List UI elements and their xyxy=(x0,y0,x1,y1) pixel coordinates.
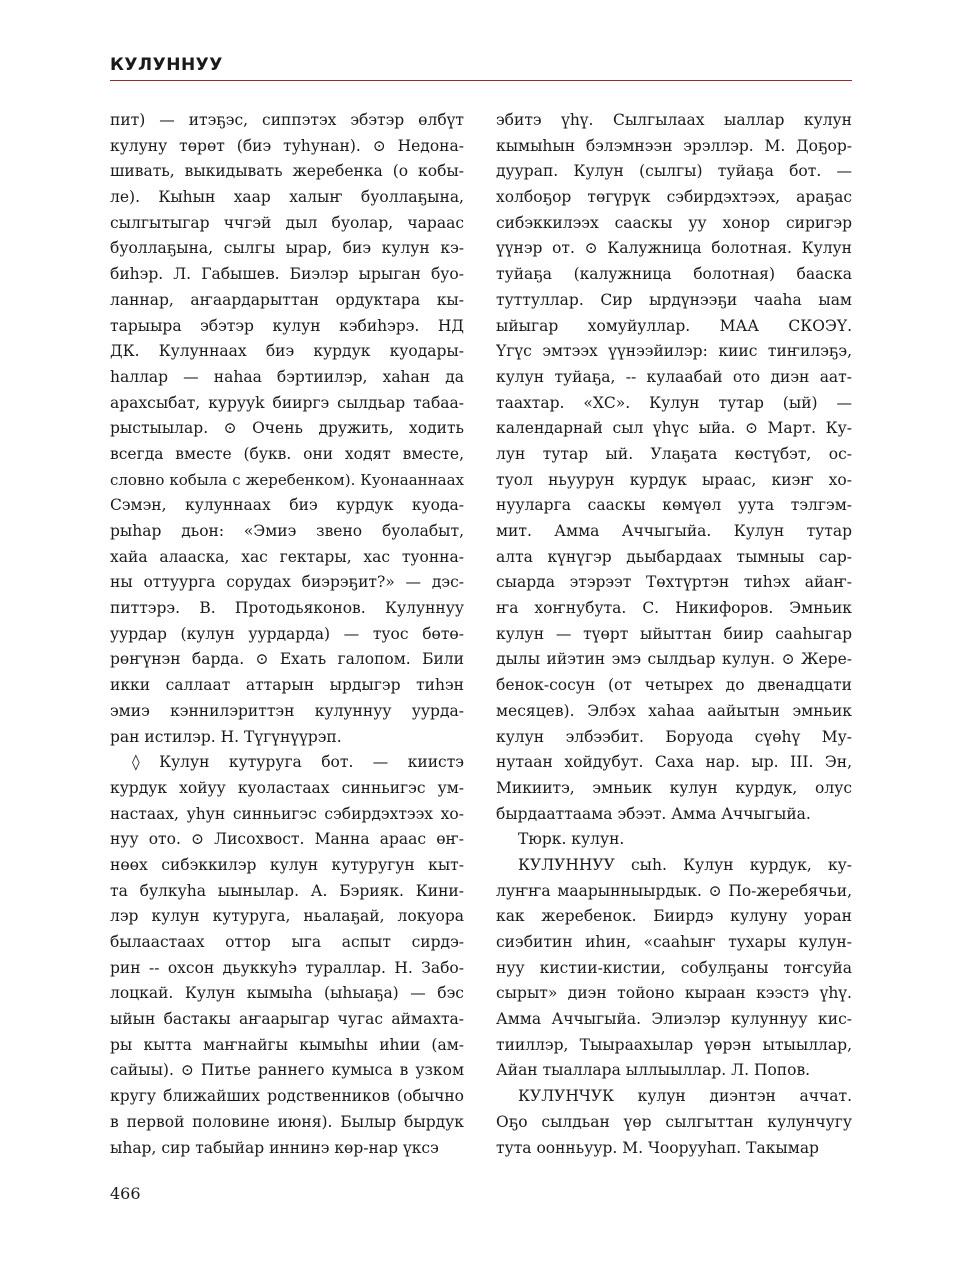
text-line: ры кытта маҥнайгы кымыһы иһии (ам- xyxy=(110,1035,464,1054)
text-line: ны оттуурга сорудах биэрэҕит?» — дэс- xyxy=(110,573,464,592)
text-line: туол ньуурун курдук ыраас, киэҥ хо- xyxy=(496,470,852,489)
text-line: ран истилэр. Н. Түгүнүүрэп. xyxy=(110,727,342,746)
text-line: сылгытыгар ччгэй дыл буолар, чараас xyxy=(110,213,464,232)
text-line: ыһар, сир табыйар иннинэ көр-нар үксэ xyxy=(110,1138,439,1157)
text-line: нутаан хойдубут. Саха нар. ыр. III. Эн, xyxy=(496,753,852,772)
text-line: кулун — түөрт ыйыттан биир сааһыгар xyxy=(496,624,852,643)
text-line: эбитэ үһү. Сылгылаах ыаллар кулун xyxy=(496,111,852,129)
text-line: КУЛУННУУ сыһ. Кулун курдук, ку- xyxy=(518,855,852,874)
text-line: рыһар дьон: «Эмиэ звено буолабыт, xyxy=(110,522,464,540)
text-line: уурдар (кулун уурдарда) — туос бөтө- xyxy=(110,624,464,643)
text-line: холбоҕор төгүрүк сэбирдэхтээх, араҕас xyxy=(496,188,852,207)
text-line: Сэмэн, кулуннаах биэ курдук куода- xyxy=(110,496,464,515)
text-line: былаастаах оттор ыга аспыт сирдэ- xyxy=(110,933,464,951)
text-line: ◊ Кулун кутуруга бот. — киистэ xyxy=(132,753,464,772)
text-line: Тюрк. кулун. xyxy=(518,830,625,849)
text-line: сырыт» диэн тойоно кыраан кээстэ үһү. xyxy=(496,984,852,1003)
running-header xyxy=(110,52,852,81)
text-line: бенок-сосун (от четырех до двенадцати xyxy=(496,676,852,695)
text-line: рыстыылар. ⊙ Очень дружить, ходить xyxy=(110,419,464,438)
text-line: үүнэр от. ⊙ Калужница болотная. Кулун xyxy=(496,239,852,258)
text-line: буоллаҕына, сылгы ырар, биэ кулун кэ- xyxy=(110,239,464,258)
text-line: пит) — итэҕэс, сиппэтэх эбэтэр өлбүт xyxy=(110,111,464,129)
running-header-title: КУЛУННУУ xyxy=(110,55,223,75)
text-line: ДК. Кулуннаах биэ курдук куодары- xyxy=(110,342,464,361)
text-line: арахсыбат, курууk бииргэ сылдьар табаа- xyxy=(110,393,464,412)
text-line: сибэккилээх сааскы уу хонор сиригэр xyxy=(496,213,852,232)
text-line: Үгүс эмтээх үүнээйилэр: киис тиҥилэҕэ, xyxy=(496,342,852,361)
text-line: хайа алааска, хас гектары, хас туонна- xyxy=(110,547,464,566)
text-line: нуу кистии-кистии, собулҕаны тоҥсуйа xyxy=(496,958,852,977)
text-line: календарнай сыл үһүс ыйа. ⊙ Март. Ку- xyxy=(496,419,852,438)
text-line: нөөх сибэккилэр кулун кутуругун кыт- xyxy=(110,855,464,874)
text-line: сыарда этэрээт Төхтүртэн тиһэх айаҥ- xyxy=(496,573,852,592)
text-line: эмиэ кэннилэриттэн кулуннуу уурда- xyxy=(110,701,464,720)
text-line: ланнар, аҥаардарыттан ордуктара кы- xyxy=(110,290,464,309)
text-line: бырдааттаама эбээт. Амма Аччыгыйа. xyxy=(496,804,811,823)
text-line: кругу ближайших родственников (обычно xyxy=(110,1087,464,1106)
text-line: дылы ийэтин эмэ сылдьар кулун. ⊙ Жере- xyxy=(496,650,852,669)
text-line: тарыыра эбэтэр кулун кэбиһэрэ. НД xyxy=(110,316,464,335)
right-column xyxy=(496,108,852,1198)
text-line: сайыы). ⊙ Питье раннего кумыса в узком xyxy=(110,1061,464,1080)
text-line: тииллэр, Тыыраахылар үөрэн ытыыллар, xyxy=(496,1035,852,1054)
text-line: дуурап. Кулун (сылгы) туйаҕа бот. — xyxy=(496,162,852,181)
text-line: в первой половине июня). Былыр бырдук xyxy=(110,1112,464,1131)
text-line: курдук хойуу куоластаах синньигэс ум- xyxy=(110,778,464,797)
text-line: Оҕо сылдьан үөр сылгыттан кулунчугу xyxy=(496,1112,852,1131)
text-line: питтэрэ. В. Протодьяконов. Кулуннуу xyxy=(110,599,464,618)
text-line: тута оонньуур. М. Чоорууһап. Такымар xyxy=(496,1138,819,1157)
text-line: лэр кулун кутуруга, ньалаҕай, локуора xyxy=(110,907,464,926)
text-line: икки саллаат аттарын ырдыгэр тиһэн xyxy=(110,676,464,695)
text-line: лун тутар ый. Улаҕата көстүбэт, ос- xyxy=(496,444,852,463)
text-line: Микиитэ, эмньик кулун курдук, олус xyxy=(496,778,852,797)
text-line: туттуллар. Сир ырдүнээҕи чааһа ыам xyxy=(496,290,852,309)
page-number: 466 xyxy=(110,1184,141,1203)
text-line: нууларга сааскы көмүөл уута тэлгэм- xyxy=(496,496,852,515)
text-line: ыйыгар хомуйуллар. МАА СКОЭҮ. xyxy=(496,316,852,335)
text-line: словно кобыла с жеребенком). Куонааннаах xyxy=(110,470,464,489)
text-line: настаах, уһун синньигэс сэбирдэхтээх хо- xyxy=(110,804,464,823)
text-line: та булкуһа ыынылар. А. Бэрияк. Кини- xyxy=(110,881,464,900)
text-line: как жеребенок. Биирдэ кулуну уоран xyxy=(496,907,852,926)
text-line: рөҥүнэн барда. ⊙ Ехать галопом. Били xyxy=(110,650,464,669)
left-column xyxy=(110,108,464,1198)
text-line: кымыһын бэлэмнээн эрэллэр. М. Доҕор- xyxy=(496,136,852,155)
text-line: месяцев). Элбэх хаһаа аайытын эмньик xyxy=(496,701,852,720)
text-line: туйаҕа (калужница болотная) бааска xyxy=(496,265,852,284)
text-line: КУЛУНЧУК кулун диэнтэн аччат. xyxy=(518,1087,852,1106)
text-line: лоцкай. Кулун кымыһа (ыһыаҕа) — бэс xyxy=(110,984,464,1003)
text-line: кулун элбээбит. Боруода сүөһү Му- xyxy=(496,727,852,746)
text-line: һаллар — наһаа бэртиилэр, хаһан да xyxy=(110,367,464,386)
text-line: ле). Кыһын хаар халыҥ буоллаҕына, xyxy=(110,188,464,207)
text-line: сиэбитин иһин, «сааһыҥ тухары кулун- xyxy=(496,933,852,951)
text-line: таахтар. «ХС». Кулун тутар (ый) — xyxy=(496,393,852,412)
text-line: кулун туйаҕа, -- кулаабай ото диэн аат- xyxy=(496,367,852,386)
text-line: биһэр. Л. Габышев. Биэлэр ырыган буо- xyxy=(110,265,464,284)
text-line: луҥҥа маарынныырдык. ⊙ По-жеребячьи, xyxy=(496,881,852,900)
text-line: мит. Амма Аччыгыйа. Кулун тутар xyxy=(496,522,852,540)
text-line: ыйын бастакы аҥаарыгар чугас аймахта- xyxy=(110,1010,464,1029)
text-line: всегда вместе (букв. они ходят вместе, xyxy=(110,444,464,463)
text-line: Айан тыаллара ыллыыллар. Л. Попов. xyxy=(496,1061,811,1080)
text-line: ҥа хоҥнубута. С. Никифоров. Эмньик xyxy=(496,599,852,618)
text-line: рин -- охсон дьуккуһэ тураллар. Н. Забо- xyxy=(110,958,464,977)
text-line: алта күнүгэр дьыбардаах тымныы сар- xyxy=(496,547,852,566)
text-line: нуу ото. ⊙ Лисохвост. Манна араас өҥ- xyxy=(110,830,464,849)
text-line: кулуну төрөт (биэ туһунан). ⊙ Недона- xyxy=(110,136,464,155)
text-line: Амма Аччыгыйа. Элиэлэр кулуннуу кис- xyxy=(496,1010,852,1029)
text-line: шивать, выкидывать жеребенка (о кобы- xyxy=(110,162,464,181)
